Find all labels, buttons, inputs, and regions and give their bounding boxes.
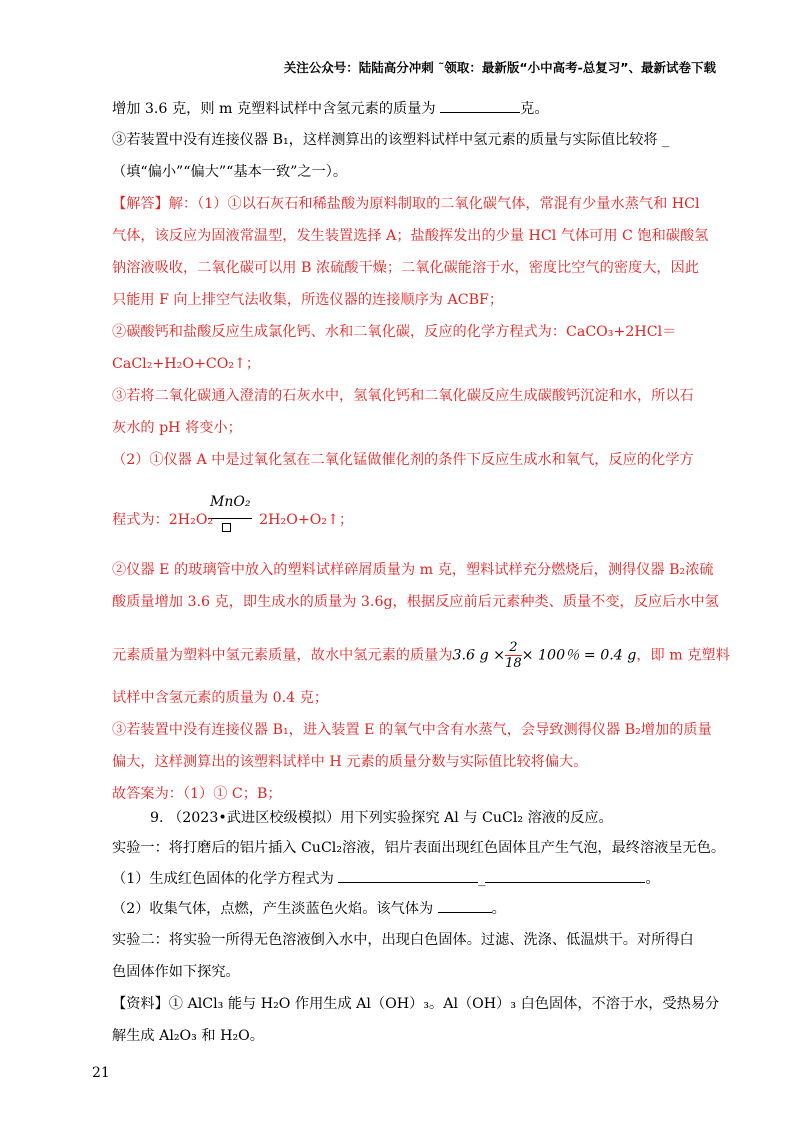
answer-blank <box>485 868 645 883</box>
answer-line: 偏大，这样测算出的该塑料试样中 H 元素的质量分数与实际值比较将偏大。 <box>112 754 588 770</box>
text-line: （填“偏小”“偏大”“基本一致”之一）。 <box>112 164 348 180</box>
answer-line-formula: 元素质量为塑料中氢元素质量，故水中氢元素的质量为3.6 g × $\frac{2}{18}$ × 100％ = 0.4 g，即 m 克塑料 <box>112 640 730 671</box>
answer-blank <box>338 868 478 883</box>
page-number: 21 <box>92 1065 110 1081</box>
text-line: （2）收集气体，点燃，产生淡蓝色火焰。该气体为 。 <box>112 898 712 919</box>
text-line: 增加 3.6 克，则 m 克塑料试样中含氢元素的质量为 克。 <box>112 98 712 119</box>
answer-line: ③若将二氧化碳通入澄清的石灰水中，氢氧化钙和二氧化碳反应生成碳酸钙沉淀和水，所以石 <box>112 388 694 404</box>
text-line: 实验一：将打磨后的铝片插入 CuCl₂溶液，铝片表面出现红色固体且产生气泡，最终溶液呈无色。 <box>112 840 726 856</box>
answer-blank <box>438 898 492 913</box>
catalyst-label: MnO₂ <box>210 494 251 510</box>
answer-line: 故答案为：（1）① C；B； <box>112 786 282 802</box>
answer-line: 钠溶液吸收，二氧化碳可以用 B 浓硫酸干燥；二氧化碳能溶于水，密度比空气的密度大，因此 <box>112 260 699 276</box>
answer-line: 试样中含氢元素的质量为 0.4 克； <box>112 690 329 706</box>
answer-label: 【解答】 <box>112 196 169 212</box>
answer-line: ③若装置中没有连接仪器 B₁，进入装置 E 的氧气中含有水蒸气，会导致测得仪器 B₂增加的质量 <box>112 722 712 738</box>
answer-line: ②仪器 E 的玻璃管中放入的塑料试样碎屑质量为 m 克，塑料试样充分燃烧后，测得仪器 B₂浓硫 <box>112 562 714 578</box>
answer-line: CaCl₂+H₂O+CO₂↑； <box>112 356 261 372</box>
page-header: 关注公众号：陆陆高分冲刺 ˜领取：最新版“小中高考-总复习”、最新试卷下载 <box>283 60 716 75</box>
answer-line: 气体，该反应为固液常温型，发生装置选择 A；盐酸挥发出的少量 HCl 气体可用 C 饱和碳酸氢 <box>112 228 709 244</box>
answer-line: 程式为：2H₂O₂ 2H₂O+O₂↑； <box>112 512 354 528</box>
question-title: 9. （2023•武进区校级模拟）用下列实验探究 Al 与 CuCl₂ 溶液的反应。 <box>150 810 613 826</box>
answer-line: 酸质量增加 3.6 克，即生成水的质量为 3.6g，根据反应前后元素种类、质量不变，反应后水中氢 <box>112 594 719 610</box>
answer-line: 【解答】解：（1）①以石灰石和稀盐酸为原料制取的二氧化碳气体，常混有少量水蒸气和 HCl <box>112 196 700 212</box>
text-line: 实验二：将实验一所得无色溶液倒入水中，出现白色固体。过滤、洗涤、低温烘干。对所得白 <box>112 932 694 948</box>
answer-line: ②碳酸钙和盐酸反应生成氯化钙、水和二氧化碳，反应的化学方程式为：CaCO₃+2HCl＝ <box>112 324 677 340</box>
text-line: 【资料】① AlCl₃ 能与 H₂O 作用生成 Al（OH）₃。Al（OH）₃ 白色固体，不溶于水，受热易分 <box>112 996 720 1012</box>
answer-line: 只能用 F 向上排空气法收集，所选仪器的连接顺序为 ACBF； <box>112 292 504 308</box>
answer-blank <box>440 98 520 113</box>
text-line: 解生成 Al₂O₃ 和 H₂O。 <box>112 1028 264 1044</box>
fraction: $\frac{2}{18}$ <box>505 640 522 671</box>
text-line: ③若装置中没有连接仪器 B₁，这样测算出的该塑料试样中氢元素的质量与实际值比较将 _ <box>112 132 670 148</box>
text-line: （1）生成红色固体的化学方程式为 _ 。 <box>112 868 712 889</box>
answer-line: （2）①仪器 A 中是过氧化氢在二氧化锰做催化剂的条件下反应生成水和氧气，反应的化学方 <box>112 452 694 468</box>
text-line: 色固体作如下探究。 <box>112 964 240 980</box>
answer-line: 灰水的 pH 将变小； <box>112 420 242 436</box>
